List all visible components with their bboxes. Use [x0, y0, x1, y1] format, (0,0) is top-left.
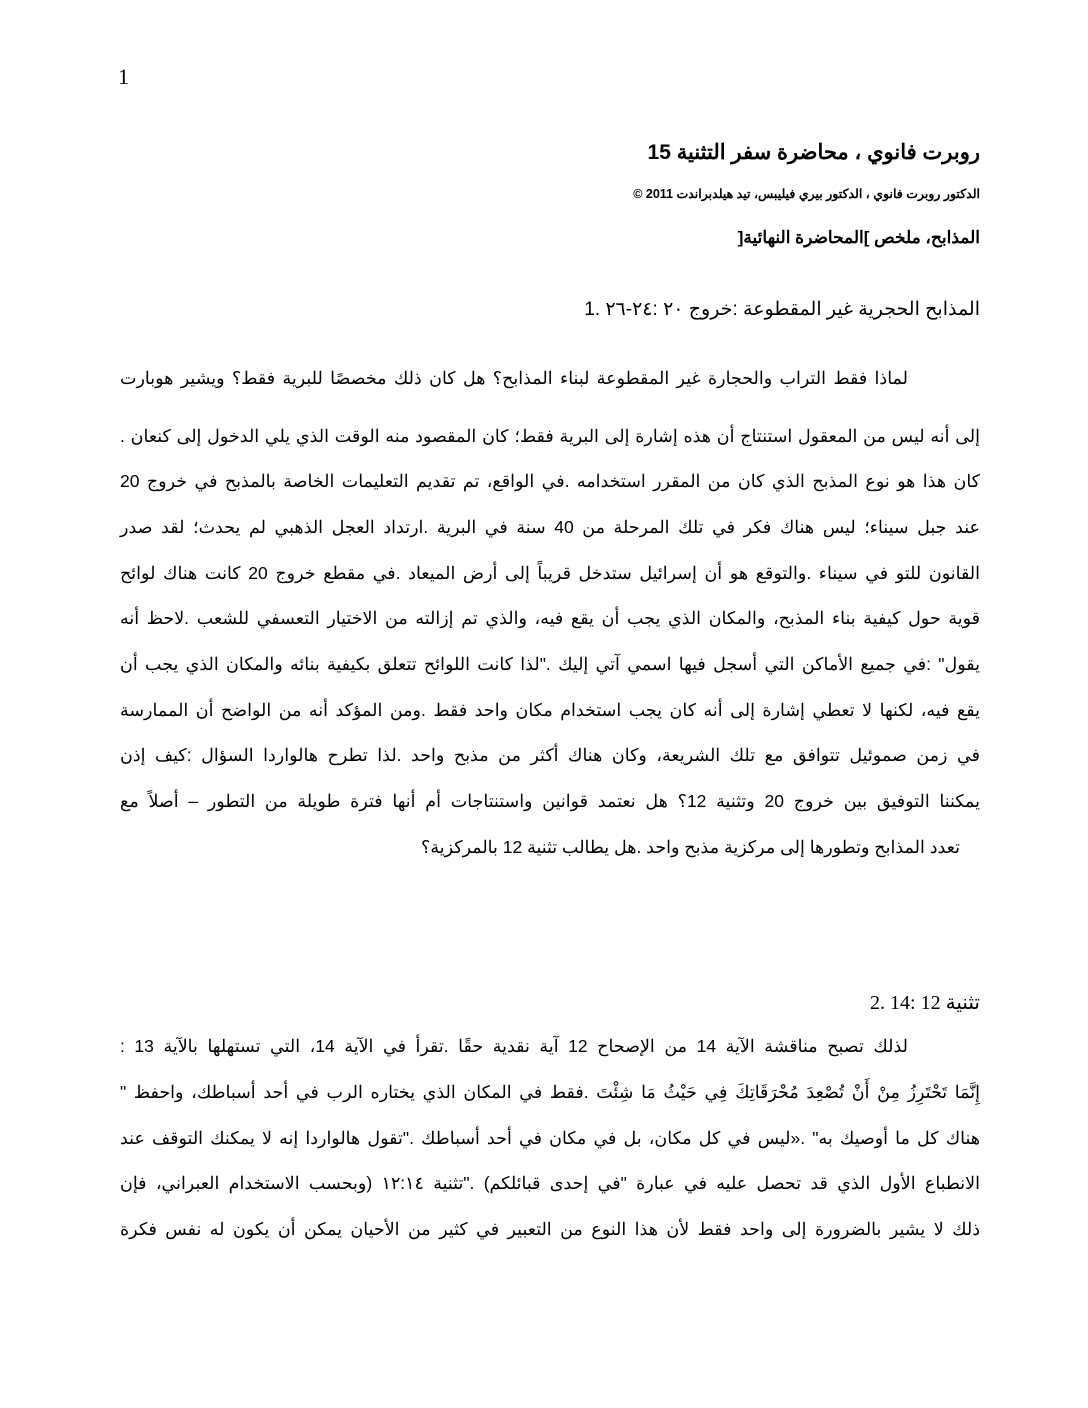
paragraph-line: الانطباع الأول الذي قد تحصل عليه في عبارة "في إحدى قبائلكم) ."تثنية ١٢:١٤ (وبحسب الاستخدام العبراني، فإن	[120, 1173, 980, 1193]
paragraph-line: يقع فيه، لكنها لا تعطي إشارة إلى أنه كان يجب استخدام مكان واحد فقط .ومن المؤكد أنه من الواضح أن الممارسة	[120, 700, 980, 720]
document-subtitle: المذابح، ملخص ]المحاضرة النهائية[	[737, 228, 980, 247]
paragraph-line: إِنَّمَا تَحْتَرِزُ مِنْ أَنْ تُصْعِدَ مُحْرَقَاتِكَ فِي حَيْثُ مَا شِئْتَ .فقط في المكان الذي يختاره الرب في أحد أسباطك، واحفظ "	[120, 1082, 980, 1102]
paragraph-line: قوية حول كيفية بناء المذبح، والمكان الذي يجب أن يقع فيه، والذي تم إزالته من الاختيار التعسفي للشعب .لاحظ أنه	[120, 608, 980, 628]
document-title: روبرت فانوي ، محاضرة سفر التثنية 15	[647, 141, 980, 164]
paragraph-line: ذلك لا يشير بالضرورة إلى واحد فقط لأن هذا النوع من التعبير في كثير من الأحيان يمكن أن يكون له نفس فكرة	[120, 1219, 980, 1239]
paragraph-line: هناك كل ما أوصيك به" .«ليس في كل مكان، بل في مكان في أحد أسباطك ."تقول هالواردا إنه لا يمكنك التوقف عند	[120, 1128, 980, 1148]
paragraph-line: لماذا فقط التراب والحجارة غير المقطوعة لبناء المذابح؟ هل كان ذلك مخصصًا للبرية فقط؟ ويشير هوبارت	[120, 368, 908, 388]
paragraph-line: كان هذا هو نوع المذبح الذي كان من المقرر استخدامه .في الواقع، تم تقديم التعليمات الخاصة بالمذبح في خروج 20	[120, 471, 980, 491]
page-number: 1	[118, 64, 129, 89]
paragraph-line: يقول" :في جميع الأماكن التي أسجل فيها اسمي آتي إليك ."لذا كانت اللوائح تتعلق بكيفية بنائه والمكان الذي يجب أن	[120, 654, 980, 674]
section-heading: المذابح الحجرية غير المقطوعة :خروج ٢٠ :٢٤-٢٦ .1	[584, 299, 980, 320]
paragraph-line: عند جبل سيناء؛ ليس هناك فكر في تلك المرحلة من 40 سنة في البرية .ارتداد العجل الذهبي لم يحدث؛ لقد صدر	[120, 517, 980, 537]
section-heading: تثنية 12 :14 .2	[870, 992, 980, 1014]
paragraph-line: في زمن صموئيل تتوافق مع تلك الشريعة، وكان هناك أكثر من مذبح واحد .لذا تطرح هالواردا السؤال :كيف إذن	[120, 745, 980, 765]
paragraph-line: لذلك تصبح مناقشة الآية 14 من الإصحاح 12 آية نقدية حقًا .تقرأ في الآية 14، التي تستهلها بالآية 13 :	[120, 1036, 908, 1056]
paragraph-line: تعدد المذابح وتطورها إلى مركزية مذبح واحد .هل يطالب تثنية 12 بالمركزية؟	[421, 837, 960, 857]
paragraph-line: إلى أنه ليس من المعقول استنتاج أن هذه إشارة إلى البرية فقط؛ كان المقصود منه الوقت الذي يلي الدخول إلى كنعان .	[120, 426, 980, 446]
paragraph-line: القانون للتو في سيناء .والتوقع هو أن إسرائيل ستدخل قريباً إلى أرض الميعاد .في مقطع خروج 20 كانت هناك لوائح	[120, 563, 980, 583]
document-credits: الدكتور روبرت فانوي ، الدكتور بيري فيليبس، تيد هيلدبراندت 2011 ©	[633, 187, 980, 201]
paragraph-line: يمكننا التوفيق بين خروج 20 وتثنية 12؟ هل نعتمد قوانين واستنتاجات أم أنها فترة طويلة من التطور – أصلاً مع	[120, 791, 980, 811]
